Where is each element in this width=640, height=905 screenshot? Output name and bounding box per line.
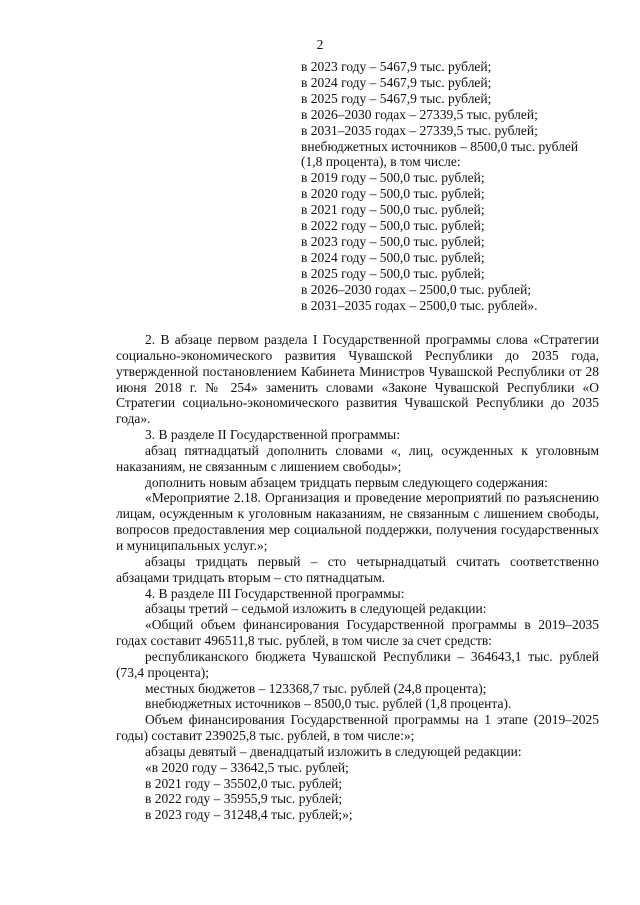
- paragraph: абзац пятнадцатый дополнить словами «, лиц, осужденных к уголовным наказаниям, не связанным с лишением свободы»;: [116, 442, 599, 474]
- paragraph: в 2022 году – 35955,9 тыс. рублей;: [145, 791, 343, 807]
- list-item: в 2023 году – 5467,9 тыс. рублей;: [301, 59, 492, 74]
- list-item: в 2022 году – 500,0 тыс. рублей;: [301, 218, 485, 234]
- list-item: в 2026–2030 годах – 27339,5 тыс. рублей;: [301, 106, 538, 122]
- list-item: в 2021 году – 500,0 тыс. рублей;: [301, 202, 485, 218]
- list-item: в 2020 году – 500,0 тыс. рублей;: [301, 186, 485, 202]
- paragraph: в 2021 году – 35502,0 тыс. рублей;: [145, 775, 343, 791]
- paragraph: республиканского бюджета Чувашской Республики – 364643,1 тыс. рублей (73,4 процента);: [116, 648, 599, 680]
- paragraph: 2. В абзаце первом раздела I Государственной программы слова «Стратегии социально-экономического развития Чувашской Республики до 2035 года, утвержденной постановлением Кабинета Министров Чувашской Республики от 28 июня 2018 г. № 254» заменить словами «Законе Чувашской Республики «О Стратегии социально-экономического развития Чувашской Республики до 2035 года».: [116, 332, 599, 427]
- paragraph: дополнить новым абзацем тридцать первым следующего содержания:: [145, 474, 548, 490]
- paragraph: «Мероприятие 2.18. Организация и проведение мероприятий по разъяснению лицам, осужденным к уголовным наказаниям, не связанным с лишением свободы, вопросов предоставления мер социальной поддержки, получения государственных и муниципальных услуг.»;: [116, 490, 599, 553]
- document-body: [116, 332, 599, 823]
- list-item: в 2025 году – 500,0 тыс. рублей;: [301, 265, 485, 281]
- paragraph: в 2023 году – 31248,4 тыс. рублей;»;: [145, 807, 353, 823]
- paragraph: «в 2020 году – 33642,5 тыс. рублей;: [145, 759, 349, 775]
- paragraph: внебюджетных источников – 8500,0 тыс. рублей (1,8 процента).: [145, 696, 512, 712]
- paragraph: «Общий объем финансирования Государственной программы в 2019–2035 годах составит 496511,8 тыс. рублей, в том числе за счет средств:: [116, 617, 599, 649]
- paragraph: абзацы третий – седьмой изложить в следующей редакции:: [145, 601, 487, 617]
- paragraph: абзацы тридцать первый – сто четырнадцатый считать соответственно абзацами тридцать вторым – сто пятнадцатым.: [116, 553, 599, 585]
- list-item: в 2024 году – 500,0 тыс. рублей;: [301, 249, 485, 265]
- list-item: в 2026–2030 годах – 2500,0 тыс. рублей;: [301, 281, 532, 297]
- page-number: 2: [316, 37, 324, 52]
- list-item: в 2019 году – 500,0 тыс. рублей;: [301, 170, 485, 186]
- list-item: внебюджетных источников – 8500,0 тыс. рублей (1,8 процента), в том числе:: [301, 138, 579, 170]
- list-item: в 2023 году – 500,0 тыс. рублей;: [301, 233, 485, 249]
- list-item: в 2031–2035 годах – 2500,0 тыс. рублей».: [301, 297, 538, 313]
- paragraph: Объем финансирования Государственной программы на 1 этапе (2019–2025 годы) составит 239025,8 тыс. рублей, в том числе:»;: [116, 712, 599, 744]
- list-item: в 2024 году – 5467,9 тыс. рублей;: [301, 74, 492, 90]
- paragraph: местных бюджетов – 123368,7 тыс. рублей (24,8 процента);: [145, 680, 487, 696]
- list-item: в 2031–2035 годах – 27339,5 тыс. рублей;: [301, 122, 538, 138]
- paragraph: абзацы девятый – двенадцатый изложить в следующей редакции:: [145, 743, 522, 759]
- list-item: в 2025 году – 5467,9 тыс. рублей;: [301, 90, 492, 106]
- paragraph: 3. В разделе II Государственной программы:: [145, 427, 400, 443]
- paragraph: 4. В разделе III Государственной программы:: [145, 585, 405, 601]
- financing-list: [301, 59, 601, 314]
